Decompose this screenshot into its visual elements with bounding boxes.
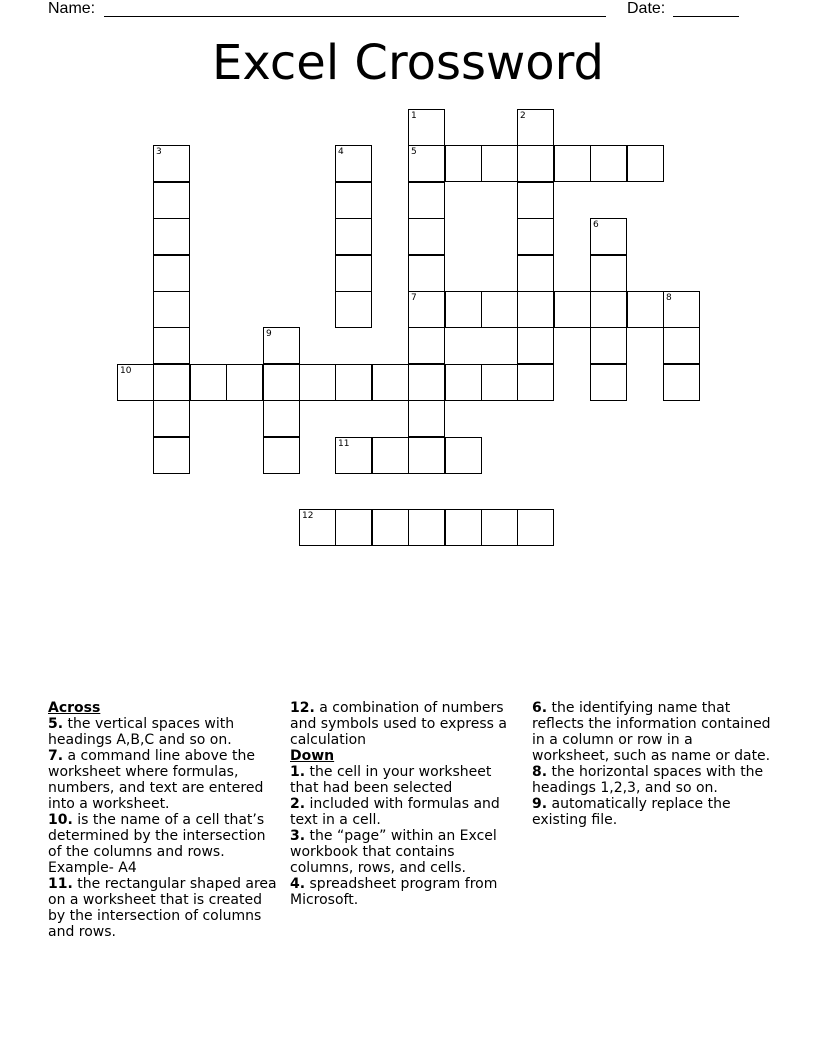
crossword-cell[interactable] [590, 145, 627, 182]
down-clue [290, 796, 522, 828]
clue-text: a command line above the worksheet where formulas, numbers, and text are entered into a worksheet. [48, 748, 264, 812]
crossword-cell[interactable] [299, 364, 336, 401]
clue-number: 9. [532, 796, 548, 812]
clues-column-2 [290, 700, 522, 908]
clue-text: included with formulas and text in a cell. [290, 796, 500, 828]
cell-number: 3 [156, 147, 162, 157]
clue-number: 5. [48, 716, 64, 732]
crossword-cell[interactable] [299, 509, 336, 546]
cell-number: 11 [338, 439, 350, 449]
crossword-cell[interactable] [517, 364, 554, 401]
crossword-cell[interactable] [263, 327, 300, 364]
cell-number: 1 [411, 111, 417, 121]
cell-number: 5 [411, 147, 417, 157]
crossword-cell[interactable] [408, 218, 445, 255]
crossword-cell[interactable] [517, 291, 554, 328]
name-label: Name: [48, 0, 96, 17]
crossword-cell[interactable] [372, 364, 409, 401]
crossword-cell[interactable] [663, 327, 700, 364]
clue-text: is the name of a cell that’s determined by the intersection of the columns and rows. Example- A4 [48, 812, 266, 876]
crossword-cell[interactable] [408, 327, 445, 364]
cell-number: 9 [266, 329, 272, 339]
down-clue [290, 876, 522, 908]
crossword-cell[interactable] [372, 437, 409, 474]
crossword-cell[interactable] [554, 291, 591, 328]
cell-number: 8 [666, 293, 672, 303]
clue-text: spreadsheet program from Microsoft. [290, 876, 498, 908]
crossword-cell[interactable] [263, 437, 300, 474]
crossword-cell[interactable] [226, 364, 263, 401]
crossword-cell[interactable] [445, 291, 482, 328]
crossword-cell[interactable] [627, 145, 664, 182]
crossword-cell[interactable] [335, 145, 372, 182]
clue-number: 3. [290, 828, 306, 844]
crossword-cell[interactable] [554, 145, 591, 182]
crossword-cell[interactable] [335, 218, 372, 255]
crossword-cell[interactable] [335, 255, 372, 292]
clue-number: 1. [290, 764, 306, 780]
crossword-cell[interactable] [517, 145, 554, 182]
crossword-cell[interactable] [517, 509, 554, 546]
down-clue [290, 828, 522, 876]
across-clue [48, 812, 280, 876]
crossword-cell[interactable] [263, 364, 300, 401]
crossword-cell[interactable] [153, 291, 190, 328]
clue-text: the horizontal spaces with the headings 1,2,3, and so on. [532, 764, 764, 796]
crossword-cell[interactable] [335, 291, 372, 328]
crossword-cell[interactable] [335, 437, 372, 474]
crossword-cell[interactable] [117, 364, 154, 401]
crossword-cell[interactable] [408, 509, 445, 546]
across-clue [48, 716, 280, 748]
crossword-cell[interactable] [408, 364, 445, 401]
crossword-cell[interactable] [517, 182, 554, 219]
across-heading: Across [48, 700, 101, 716]
crossword-cell[interactable] [408, 109, 445, 146]
crossword-cell[interactable] [263, 400, 300, 437]
crossword-cell[interactable] [517, 109, 554, 146]
clue-number: 2. [290, 796, 306, 812]
date-label: Date: [627, 0, 666, 17]
down-heading: Down [290, 748, 335, 764]
crossword-cell[interactable] [481, 145, 518, 182]
clue-number: 7. [48, 748, 64, 764]
across-clue [48, 876, 280, 940]
clue-number: 6. [532, 700, 548, 716]
crossword-cell[interactable] [153, 437, 190, 474]
down-clue [532, 700, 772, 764]
down-clue [532, 764, 772, 796]
crossword-cell[interactable] [590, 255, 627, 292]
crossword-cell[interactable] [372, 509, 409, 546]
down-clue [290, 764, 522, 796]
clue-text: the vertical spaces with headings A,B,C and so on. [48, 716, 235, 748]
crossword-cell[interactable] [517, 327, 554, 364]
crossword-cell[interactable] [153, 182, 190, 219]
crossword-cell[interactable] [153, 327, 190, 364]
crossword-cell[interactable] [408, 182, 445, 219]
crossword-cell[interactable] [590, 327, 627, 364]
crossword-cell[interactable] [663, 364, 700, 401]
crossword-cell[interactable] [153, 400, 190, 437]
crossword-cell[interactable] [335, 364, 372, 401]
cell-number: 7 [411, 293, 417, 303]
crossword-cell[interactable] [408, 400, 445, 437]
crossword-cell[interactable] [481, 509, 518, 546]
crossword-cell[interactable] [153, 145, 190, 182]
clue-number: 11. [48, 876, 73, 892]
crossword-cell[interactable] [408, 255, 445, 292]
clue-text: automatically replace the existing file. [532, 796, 731, 828]
across-clue [48, 748, 280, 812]
cell-number: 4 [338, 147, 344, 157]
crossword-cell[interactable] [517, 218, 554, 255]
crossword-cell[interactable] [590, 291, 627, 328]
crossword-cell[interactable] [153, 364, 190, 401]
crossword-cell[interactable] [590, 364, 627, 401]
crossword-cell[interactable] [445, 145, 482, 182]
crossword-cell[interactable] [445, 437, 482, 474]
crossword-cell[interactable] [153, 218, 190, 255]
crossword-cell[interactable] [153, 255, 190, 292]
down-clue [532, 796, 772, 828]
crossword-cell[interactable] [408, 437, 445, 474]
clue-text: the cell in your worksheet that had been selected [290, 764, 492, 796]
crossword-cell[interactable] [335, 509, 372, 546]
clue-number: 4. [290, 876, 306, 892]
across-clue [290, 700, 522, 748]
crossword-cell[interactable] [335, 182, 372, 219]
clue-number: 8. [532, 764, 548, 780]
crossword-cell[interactable] [445, 364, 482, 401]
crossword-cell[interactable] [481, 291, 518, 328]
cell-number: 6 [593, 220, 599, 230]
crossword-cell[interactable] [481, 364, 518, 401]
page-title: Excel Crossword [212, 35, 604, 91]
cell-number: 2 [520, 111, 526, 121]
crossword-cell[interactable] [627, 291, 664, 328]
clue-text: the “page” within an Excel workbook that contains columns, rows, and cells. [290, 828, 497, 876]
crossword-cell[interactable] [517, 255, 554, 292]
crossword-cell[interactable] [663, 291, 700, 328]
clue-number: 12. [290, 700, 315, 716]
crossword-cell[interactable] [408, 145, 445, 182]
crossword-cell[interactable] [190, 364, 227, 401]
clue-text: the rectangular shaped area on a worksheet that is created by the intersection of columns and rows. [48, 876, 277, 940]
clues-column-1 [48, 700, 280, 940]
clue-number: 10. [48, 812, 73, 828]
cell-number: 12 [302, 511, 314, 521]
crossword-cell[interactable] [408, 291, 445, 328]
crossword-cell[interactable] [590, 218, 627, 255]
crossword-cell[interactable] [445, 509, 482, 546]
clue-text: the identifying name that reflects the information contained in a column or row in a worksheet, such as name or date. [532, 700, 771, 764]
clue-text: a combination of numbers and symbols used to express a calculation [290, 700, 507, 748]
cell-number: 10 [120, 366, 132, 376]
clues-column-3 [532, 700, 772, 828]
